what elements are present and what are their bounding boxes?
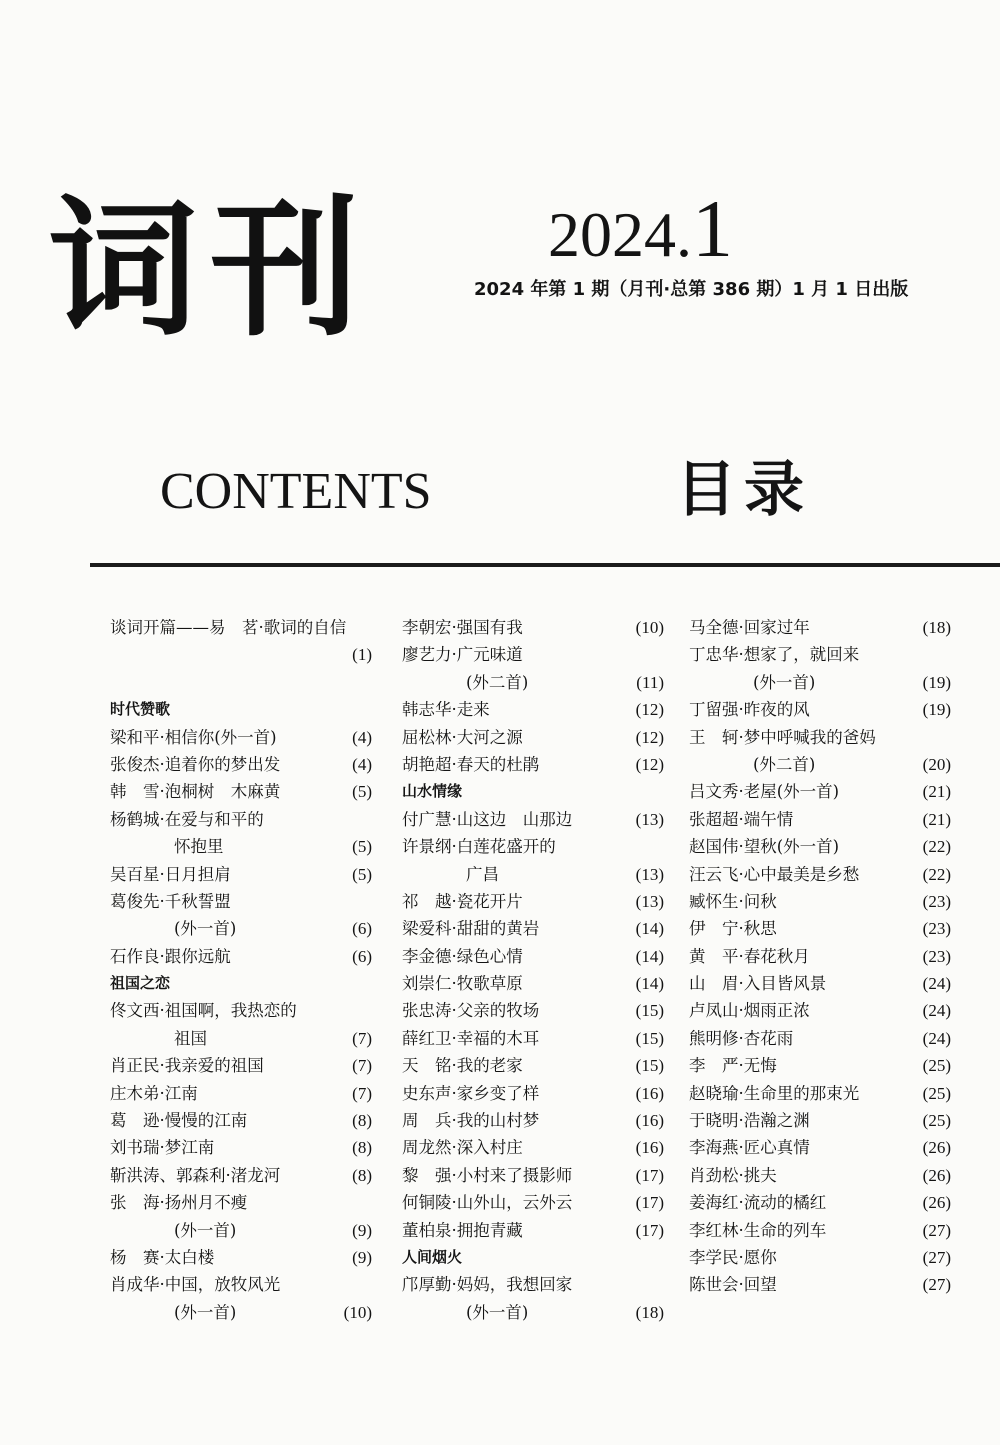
toc-entry: [402, 1107, 664, 1134]
toc-section-heading: [110, 696, 372, 723]
toc-entry: [110, 997, 372, 1024]
toc-entry: [402, 641, 664, 668]
toc-page-number: (18): [635, 1302, 664, 1322]
toc-entry-title: 刘书瑞·梦江南: [110, 1138, 215, 1158]
toc-entry-title: 周龙然·深入村庄: [402, 1138, 523, 1158]
toc-entry-title: 胡艳超·春天的杜鹃: [402, 754, 540, 774]
toc-entry-title: 肖劲松·挑夫: [689, 1165, 777, 1185]
issue-no: 1: [692, 183, 733, 274]
toc-entry-title: 张忠涛·父亲的牧场: [402, 1001, 540, 1021]
toc-entry-title: 肖成华·中国，放牧风光: [110, 1275, 281, 1295]
toc-entry-title: 梁爱科·甜甜的黄岩: [402, 919, 540, 939]
toc-entry: [402, 1217, 664, 1244]
toc-page-number: (4): [352, 727, 372, 747]
toc-entry-title: (外一首): [174, 919, 237, 939]
toc-entry-continuation: [110, 1025, 372, 1052]
toc-page-number: (6): [352, 946, 372, 966]
toc-entry: [689, 997, 951, 1024]
toc-column-1: [110, 614, 372, 1326]
toc-entry-title: 王 轲·梦中呼喊我的爸妈: [689, 727, 876, 747]
toc-entry-title: (外一首): [174, 1302, 237, 1322]
toc-page-number: (25): [922, 1056, 951, 1076]
toc-entry-title: 许景纲·白莲花盛开的: [402, 837, 556, 857]
section-title: 祖国之恋: [110, 974, 171, 993]
toc-entry-title: 薛红卫·幸福的木耳: [402, 1028, 540, 1048]
toc-entry: [110, 1052, 372, 1079]
toc-entry: [402, 1052, 664, 1079]
toc-page-number: (7): [352, 1056, 372, 1076]
toc-entry-title: (外二首): [466, 672, 529, 692]
toc-entry: [110, 806, 372, 833]
toc-entry-title: 李朝宏·强国有我: [402, 618, 523, 637]
toc-entry: [402, 915, 664, 942]
toc-entry-title: 黎 强·小村来了摄影师: [402, 1165, 573, 1185]
toc-page-number: (25): [922, 1083, 951, 1103]
toc-entry-title: 陈世会·回望: [689, 1275, 777, 1295]
toc-page-number: (19): [922, 700, 951, 720]
toc-entry-title: 张 海·扬州月不瘦: [110, 1193, 248, 1213]
toc-entry-title: (外一首): [753, 672, 816, 692]
toc-page-number: (16): [635, 1083, 664, 1103]
toc-entry: [110, 1134, 372, 1161]
toc-entry-title: 肖正民·我亲爱的祖国: [110, 1056, 264, 1076]
toc-page-number: (7): [352, 1028, 372, 1048]
toc-page-number: (12): [635, 754, 664, 774]
toc-entry: [110, 724, 372, 751]
toc-entry: [402, 1080, 664, 1107]
toc-entry: [689, 1134, 951, 1161]
toc-page-number: (8): [352, 1138, 372, 1158]
toc-page-number: (10): [635, 618, 664, 637]
toc-entry: [689, 888, 951, 915]
toc-entry-title: 赵晓瑜·生命里的那束光: [689, 1083, 860, 1103]
issue-number: [548, 183, 733, 274]
toc-page-number: (12): [635, 727, 664, 747]
toc-entry: [689, 1217, 951, 1244]
issue-year: 2024.: [548, 199, 692, 270]
toc-entry-continuation: [110, 833, 372, 860]
toc-entry: [689, 1107, 951, 1134]
toc-entry: [689, 833, 951, 860]
toc-page-number: (13): [635, 809, 664, 829]
toc-entry: [689, 806, 951, 833]
toc-entry: [402, 1162, 664, 1189]
toc-entry-title: 祖国: [174, 1028, 207, 1048]
toc-entry-title: 李学民·愿你: [689, 1247, 777, 1267]
toc-page-number: (15): [635, 1028, 664, 1048]
toc-entry-title: 石作良·跟你远航: [110, 946, 231, 966]
toc-page-number: (21): [922, 782, 951, 802]
toc-page-number: (9): [352, 1247, 372, 1267]
toc-entry: [689, 861, 951, 888]
toc-page-number: (19): [922, 672, 951, 692]
toc-entry: [689, 614, 951, 641]
toc-entry: [402, 1189, 664, 1216]
toc-entry: [110, 1189, 372, 1216]
toc-page-number: (18): [922, 618, 951, 637]
toc-page-number: (26): [922, 1138, 951, 1158]
divider-rule: [90, 563, 1000, 567]
toc-entry: [689, 1080, 951, 1107]
toc-entry-title: 丁忠华·想家了，就回来: [689, 645, 860, 665]
toc-entry-title: 李 严·无悔: [689, 1056, 777, 1076]
toc-entry-title: 姜海红·流动的橘红: [689, 1193, 827, 1213]
toc-section-heading: [402, 778, 664, 805]
toc-entry-title: 李金德·绿色心情: [402, 946, 523, 966]
toc-entry-continuation: [110, 641, 372, 668]
toc-entry-title: 吴百星·日月担肩: [110, 864, 231, 884]
toc-entry: [402, 943, 664, 970]
toc-entry-title: (外一首): [174, 1220, 237, 1240]
toc-entry-title: 葛俊先·千秋誓盟: [110, 891, 231, 911]
toc-entry-title: 怀抱里: [174, 837, 224, 857]
toc-page-number: (23): [922, 946, 951, 966]
toc-page-number: (14): [635, 974, 664, 994]
toc-entry: [402, 833, 664, 860]
toc-entry-title: 广昌: [466, 864, 499, 884]
toc-entry: [110, 1107, 372, 1134]
toc-entry-continuation: [689, 751, 951, 778]
toc-page-number: (13): [635, 891, 664, 911]
toc-entry-title: 赵国伟·望秋(外一首): [689, 837, 840, 857]
toc-entry-title: 庄木弟·江南: [110, 1083, 198, 1103]
toc-entry-continuation: [402, 669, 664, 696]
toc-entry-title: 付广慧·山这边 山那边: [402, 809, 573, 829]
toc-entry: [110, 1162, 372, 1189]
toc-entry-title: 邝厚勤·妈妈，我想回家: [402, 1275, 573, 1295]
toc-entry-continuation: [689, 669, 951, 696]
toc-entry-title: 张超超·端午情: [689, 809, 794, 829]
toc-entry-title: (外二首): [753, 754, 816, 774]
toc-entry-title: 马全德·回家过年: [689, 618, 810, 637]
toc-page-number: (24): [922, 1001, 951, 1021]
toc-entry: [689, 696, 951, 723]
toc-page-number: (27): [922, 1247, 951, 1267]
toc-entry: [402, 997, 664, 1024]
toc-page-number: (16): [635, 1138, 664, 1158]
toc-page-number: (17): [635, 1220, 664, 1240]
spacer: [110, 669, 372, 696]
toc-entry: [689, 641, 951, 668]
toc-page-number: (9): [352, 1220, 372, 1240]
toc-entry-title: 李海燕·匠心真情: [689, 1138, 810, 1158]
toc-page-number: (14): [635, 919, 664, 939]
toc-page-number: (16): [635, 1111, 664, 1131]
toc-page-number: (26): [922, 1165, 951, 1185]
toc-entry: [402, 888, 664, 915]
toc-page-number: (22): [922, 837, 951, 857]
toc-entry-title: 佟文西·祖国啊，我热恋的: [110, 1001, 297, 1021]
toc-entry: [402, 724, 664, 751]
toc-page-number: (17): [635, 1193, 664, 1213]
toc-entry-title: 山 眉·入目皆风景: [689, 974, 827, 994]
contents-title-cn: 目录: [676, 455, 812, 525]
toc-entry-title: 于晓明·浩瀚之渊: [689, 1111, 810, 1131]
toc-entry: [110, 943, 372, 970]
toc-entry-title: 熊明修·杏花雨: [689, 1028, 794, 1048]
toc-entry-title: 靳洪涛、郭森利·渚龙河: [110, 1165, 281, 1185]
toc-entry-title: 汪云飞·心中最美是乡愁: [689, 864, 860, 884]
toc-entry: [402, 614, 664, 641]
contents-title-en: CONTENTS: [160, 463, 432, 520]
issue-info: 2024 年第 1 期（月刊·总第 386 期）1 月 1 日出版: [474, 279, 909, 300]
toc-entry-title: 李红林·生命的列车: [689, 1220, 827, 1240]
toc-entry-title: 屈松林·大河之源: [402, 727, 523, 747]
toc-page-number: (24): [922, 974, 951, 994]
toc-page-number: (4): [352, 754, 372, 774]
toc-entry-title: 廖艺力·广元味道: [402, 645, 523, 665]
toc-entry: [402, 696, 664, 723]
toc-page-number: (20): [922, 754, 951, 774]
toc-entry: [689, 778, 951, 805]
toc-entry: [689, 1025, 951, 1052]
toc-entry-title: 葛 逊·慢慢的江南: [110, 1111, 248, 1131]
toc-entry-continuation: [402, 1299, 664, 1326]
toc-section-heading: [110, 970, 372, 997]
toc-page-number: (10): [343, 1302, 372, 1322]
toc-page-number: (5): [352, 782, 372, 802]
toc-entry: [110, 614, 372, 641]
toc-entry-continuation: [402, 861, 664, 888]
toc-page-number: (27): [922, 1220, 951, 1240]
toc-entry-title: 史东声·家乡变了样: [402, 1083, 540, 1103]
toc-page-number: (7): [352, 1083, 372, 1103]
toc-entry: [689, 1244, 951, 1271]
section-title: 人间烟火: [402, 1247, 463, 1266]
toc-entry-title: 臧怀生·问秋: [689, 891, 777, 911]
toc-entry-title: 黄 平·春花秋月: [689, 946, 810, 966]
toc-entry-title: 丁留强·昨夜的风: [689, 700, 810, 720]
toc-entry-title: 杨 赛·太白楼: [110, 1247, 215, 1267]
toc-entry-title: 刘崇仁·牧歌草原: [402, 974, 523, 994]
toc-page-number: (26): [922, 1193, 951, 1213]
toc-entry-title: 韩志华·走来: [402, 700, 490, 720]
toc-page-number: (22): [922, 864, 951, 884]
toc-page-number: (23): [922, 919, 951, 939]
toc-page-number: (24): [922, 1028, 951, 1048]
toc-entry: [689, 1189, 951, 1216]
toc-entry: [110, 861, 372, 888]
toc-entry-title: 董柏泉·拥抱青藏: [402, 1220, 523, 1240]
toc-entry: [402, 1271, 664, 1298]
toc-page-number: (8): [352, 1165, 372, 1185]
toc-entry: [689, 1271, 951, 1298]
toc-page-number: (13): [635, 864, 664, 884]
toc-entry-title: 祁 越·瓷花开片: [402, 891, 523, 911]
toc-section-heading: [402, 1244, 664, 1271]
toc-entry-title: 杨鹤城·在爱与和平的: [110, 809, 264, 829]
toc-entry: [110, 1244, 372, 1271]
toc-page-number: (12): [635, 700, 664, 720]
toc-entry-continuation: [110, 915, 372, 942]
toc-page-number: (17): [635, 1165, 664, 1185]
toc-page-number: (6): [352, 919, 372, 939]
toc-entry: [110, 778, 372, 805]
toc-page-number: (14): [635, 946, 664, 966]
toc-entry-continuation: [110, 1217, 372, 1244]
toc-page-number: (8): [352, 1111, 372, 1131]
toc-entry: [402, 970, 664, 997]
toc-column-3: [689, 614, 951, 1299]
toc-entry-title: 伊 宁·秋思: [689, 919, 777, 939]
section-title: 时代赞歌: [110, 700, 171, 719]
toc-page-number: (25): [922, 1111, 951, 1131]
toc-entry: [689, 1052, 951, 1079]
toc-column-2: [402, 614, 664, 1326]
toc-entry: [689, 915, 951, 942]
toc-entry-title: 韩 雪·泡桐树 木麻黄: [110, 782, 281, 802]
toc-entry: [110, 751, 372, 778]
toc-page-number: (21): [922, 809, 951, 829]
toc-entry-title: 周 兵·我的山村梦: [402, 1111, 540, 1131]
toc-entry: [689, 943, 951, 970]
magazine-logo: 词刊: [48, 183, 373, 357]
section-title: 山水情缘: [402, 782, 463, 801]
toc-page-number: (15): [635, 1001, 664, 1021]
toc-entry: [110, 1271, 372, 1298]
toc-entry-title: 吕文秀·老屋(外一首): [689, 782, 840, 802]
toc-entry-title: 张俊杰·追着你的梦出发: [110, 754, 281, 774]
toc-entry: [689, 1162, 951, 1189]
toc-entry: [402, 751, 664, 778]
toc-entry: [110, 888, 372, 915]
toc-entry: [110, 1080, 372, 1107]
toc-entry-title: 何铜陵·山外山，云外云: [402, 1193, 573, 1213]
toc-entry-title: 梁和平·相信你(外一首): [110, 727, 277, 747]
toc-entry: [689, 724, 951, 751]
toc-page-number: (23): [922, 891, 951, 911]
toc-entry-title: 谈词开篇——易 茗·歌词的自信: [110, 618, 347, 637]
toc-page-number: (15): [635, 1056, 664, 1076]
toc-entry: [402, 1134, 664, 1161]
toc-entry: [689, 970, 951, 997]
toc-entry: [402, 806, 664, 833]
toc-page-number: (27): [922, 1275, 951, 1295]
toc-entry-title: 卢凤山·烟雨正浓: [689, 1001, 810, 1021]
toc-entry-title: (外一首): [466, 1302, 529, 1322]
toc-entry-continuation: [110, 1299, 372, 1326]
toc-entry: [402, 1025, 664, 1052]
toc-page-number: (11): [636, 672, 664, 692]
toc-page-number: (5): [352, 864, 372, 884]
toc-page-number: (1): [352, 645, 372, 665]
toc-page-number: (5): [352, 837, 372, 857]
toc-entry-title: 天 铭·我的老家: [402, 1056, 523, 1076]
